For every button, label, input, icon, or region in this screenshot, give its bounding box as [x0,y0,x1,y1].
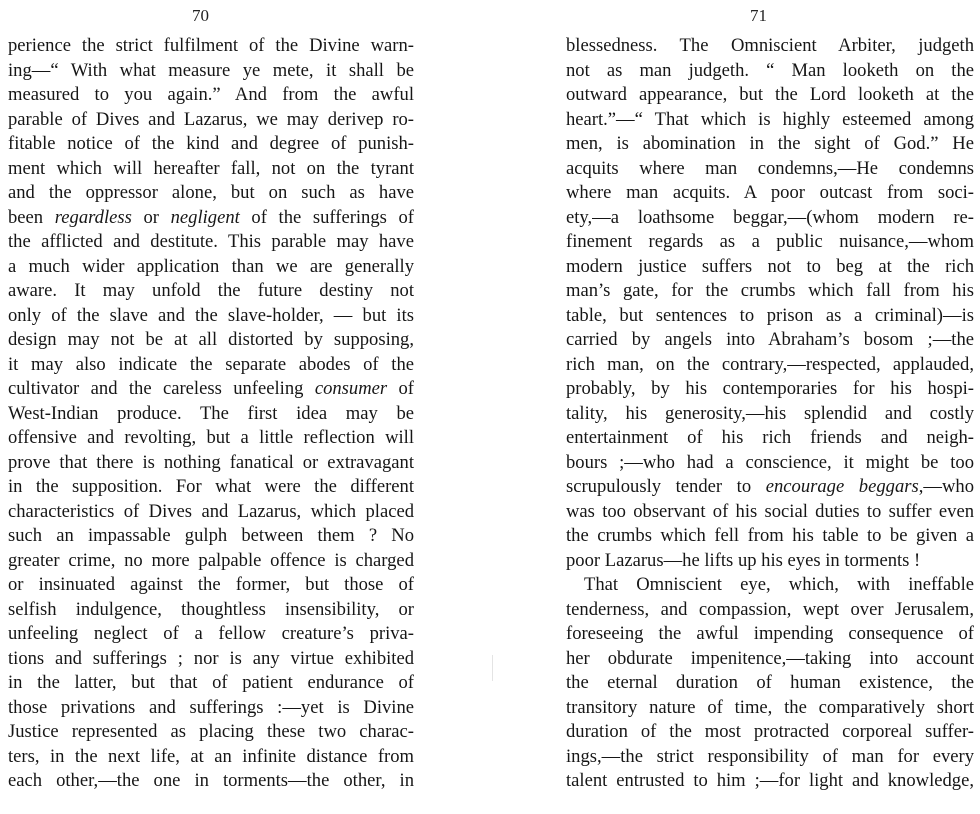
text-line: the crumbs which fell from his table to be given a [566,525,974,546]
text-line: measured to you again.” And from the awful [8,84,414,105]
emphasis: encourage beggars [765,476,919,497]
text-line: outward appearance, but the Lord looketh at the [566,84,974,105]
text-line: parable of Dives and Lazarus, we may derivep ro- [8,108,414,130]
text-line: greater crime, no more palpable offence is charged [8,549,414,571]
text-line: prove that there is nothing fanatical or extravagant [8,451,414,473]
text-line: ters, in the next life, at an infinite distance from [8,745,414,767]
text-line: or insinuated against the former, but those of [8,574,414,595]
text-line: where man acquits. A poor outcast from soci- [566,182,974,203]
text-line: tions and sufferings ; nor is any virtue exhibited [8,647,414,669]
text-line: transitory nature of time, the comparatively short [566,696,974,718]
text-line: and the oppressor alone, but on such as have [8,182,414,203]
text-line: ing—“ With what measure ye mete, it shall be [8,59,414,81]
text-line: such an impassable gulph between them ? No [8,525,414,546]
text-line: characteristics of Dives and Lazarus, which placed [8,500,414,522]
left-page-text [8,34,414,794]
text-line: talent entrusted to him ;—for light and knowledge, [566,770,974,791]
text-line: table, but sentences to prison as a criminal)—is [566,304,974,326]
text-line: those privations and sufferings :—yet is Divine [8,696,414,718]
text-line: duration of the most protracted corporeal suffer- [566,721,974,742]
text-line: cultivator and the careless unfeeling consumer of [8,378,414,399]
text-line: selfish indulgence, thoughtless insensibility, or [8,598,414,620]
text-line: modern justice suffers not to beg at the rich [566,255,974,277]
emphasis: regardless [54,206,132,228]
text-line: it may also indicate the separate abodes of the [8,353,414,375]
text-line: West-Indian produce. The first idea may be [8,402,414,424]
text-line: only of the slave and the slave-holder, — but its [8,304,414,326]
text-line: That Omniscient eye, which, with ineffable [584,574,974,595]
text-line: her obdurate impenitence,—taking into account [566,647,974,669]
text-line: carried by angels into Abraham’s bosom ;—the [566,329,974,350]
text-line: design may not be at all distorted by supposing, [8,329,414,350]
text-line: the eternal duration of human existence, the [566,672,974,693]
text-line: blessedness. The Omniscient Arbiter, judgeth [566,35,974,56]
page-number-right: 71 [750,6,767,25]
text-line: foreseeing the awful impending consequence of [566,623,974,644]
text-line: tenderness, and compassion, wept over Jerusalem, [566,598,974,620]
text-line: the afflicted and destitute. This parable may have [8,231,414,252]
emphasis: negligent [170,206,240,228]
page-number-left: 70 [192,6,209,25]
emphasis: consumer [314,378,388,399]
text-line: a much wider application than we are generally [8,255,414,277]
text-line: ment which will hereafter fall, not on the tyrant [8,157,414,179]
text-line: aware. It may unfold the future destiny not [8,280,414,301]
text-line: bours ;—who had a conscience, it might be too [566,451,974,473]
text-line: not as man judgeth. “ Man looketh on the [566,59,974,81]
text-line: rich man, on the contrary,—respected, applauded, [566,353,974,375]
text-line: men, is abomination in the sight of God.” He [566,133,974,154]
text-line: offensive and revolting, but a little reflection will [8,427,414,448]
text-line: acquits where man condemns,—He condemns [566,157,974,179]
text-line: in the supposition. For what were the different [8,476,414,497]
text-line: poor Lazarus—he lifts up his eyes in torments ! [566,549,921,571]
text-line: finement regards as a public nuisance,—whom [566,231,974,252]
text-line: tality, his generosity,—his splendid and costly [566,402,974,424]
text-line: entertainment of his rich friends and neigh- [566,427,974,448]
gutter-mark [492,655,493,681]
text-line: man’s gate, for the crumbs which fall from his [566,280,974,301]
text-line: perience the strict fulfilment of the Divine warn- [8,35,414,56]
text-line: fitable notice of the kind and degree of punish- [8,133,414,154]
text-line: been regardless or negligent of the sufferings of [8,206,414,228]
text-line: scrupulously tender to encourage beggars,—who [566,476,974,497]
text-line: in the latter, but that of patient endurance of [8,672,414,693]
text-line: heart.”—“ That which is highly esteemed among [566,108,974,130]
text-line: unfeeling neglect of a fellow creature’s priva- [8,623,414,644]
text-line: ety,—a loathsome beggar,—(whom modern re- [566,206,974,228]
text-line: each other,—the one in torments—the other, in [8,770,414,791]
right-page-text [566,34,974,794]
text-line: Justice represented as placing these two charac- [8,721,414,742]
text-line: probably, by his contemporaries for his hospi- [566,378,974,399]
text-line: ings,—the strict responsibility of man for every [566,745,974,767]
text-line: was too observant of his social duties to suffer even [566,500,974,522]
